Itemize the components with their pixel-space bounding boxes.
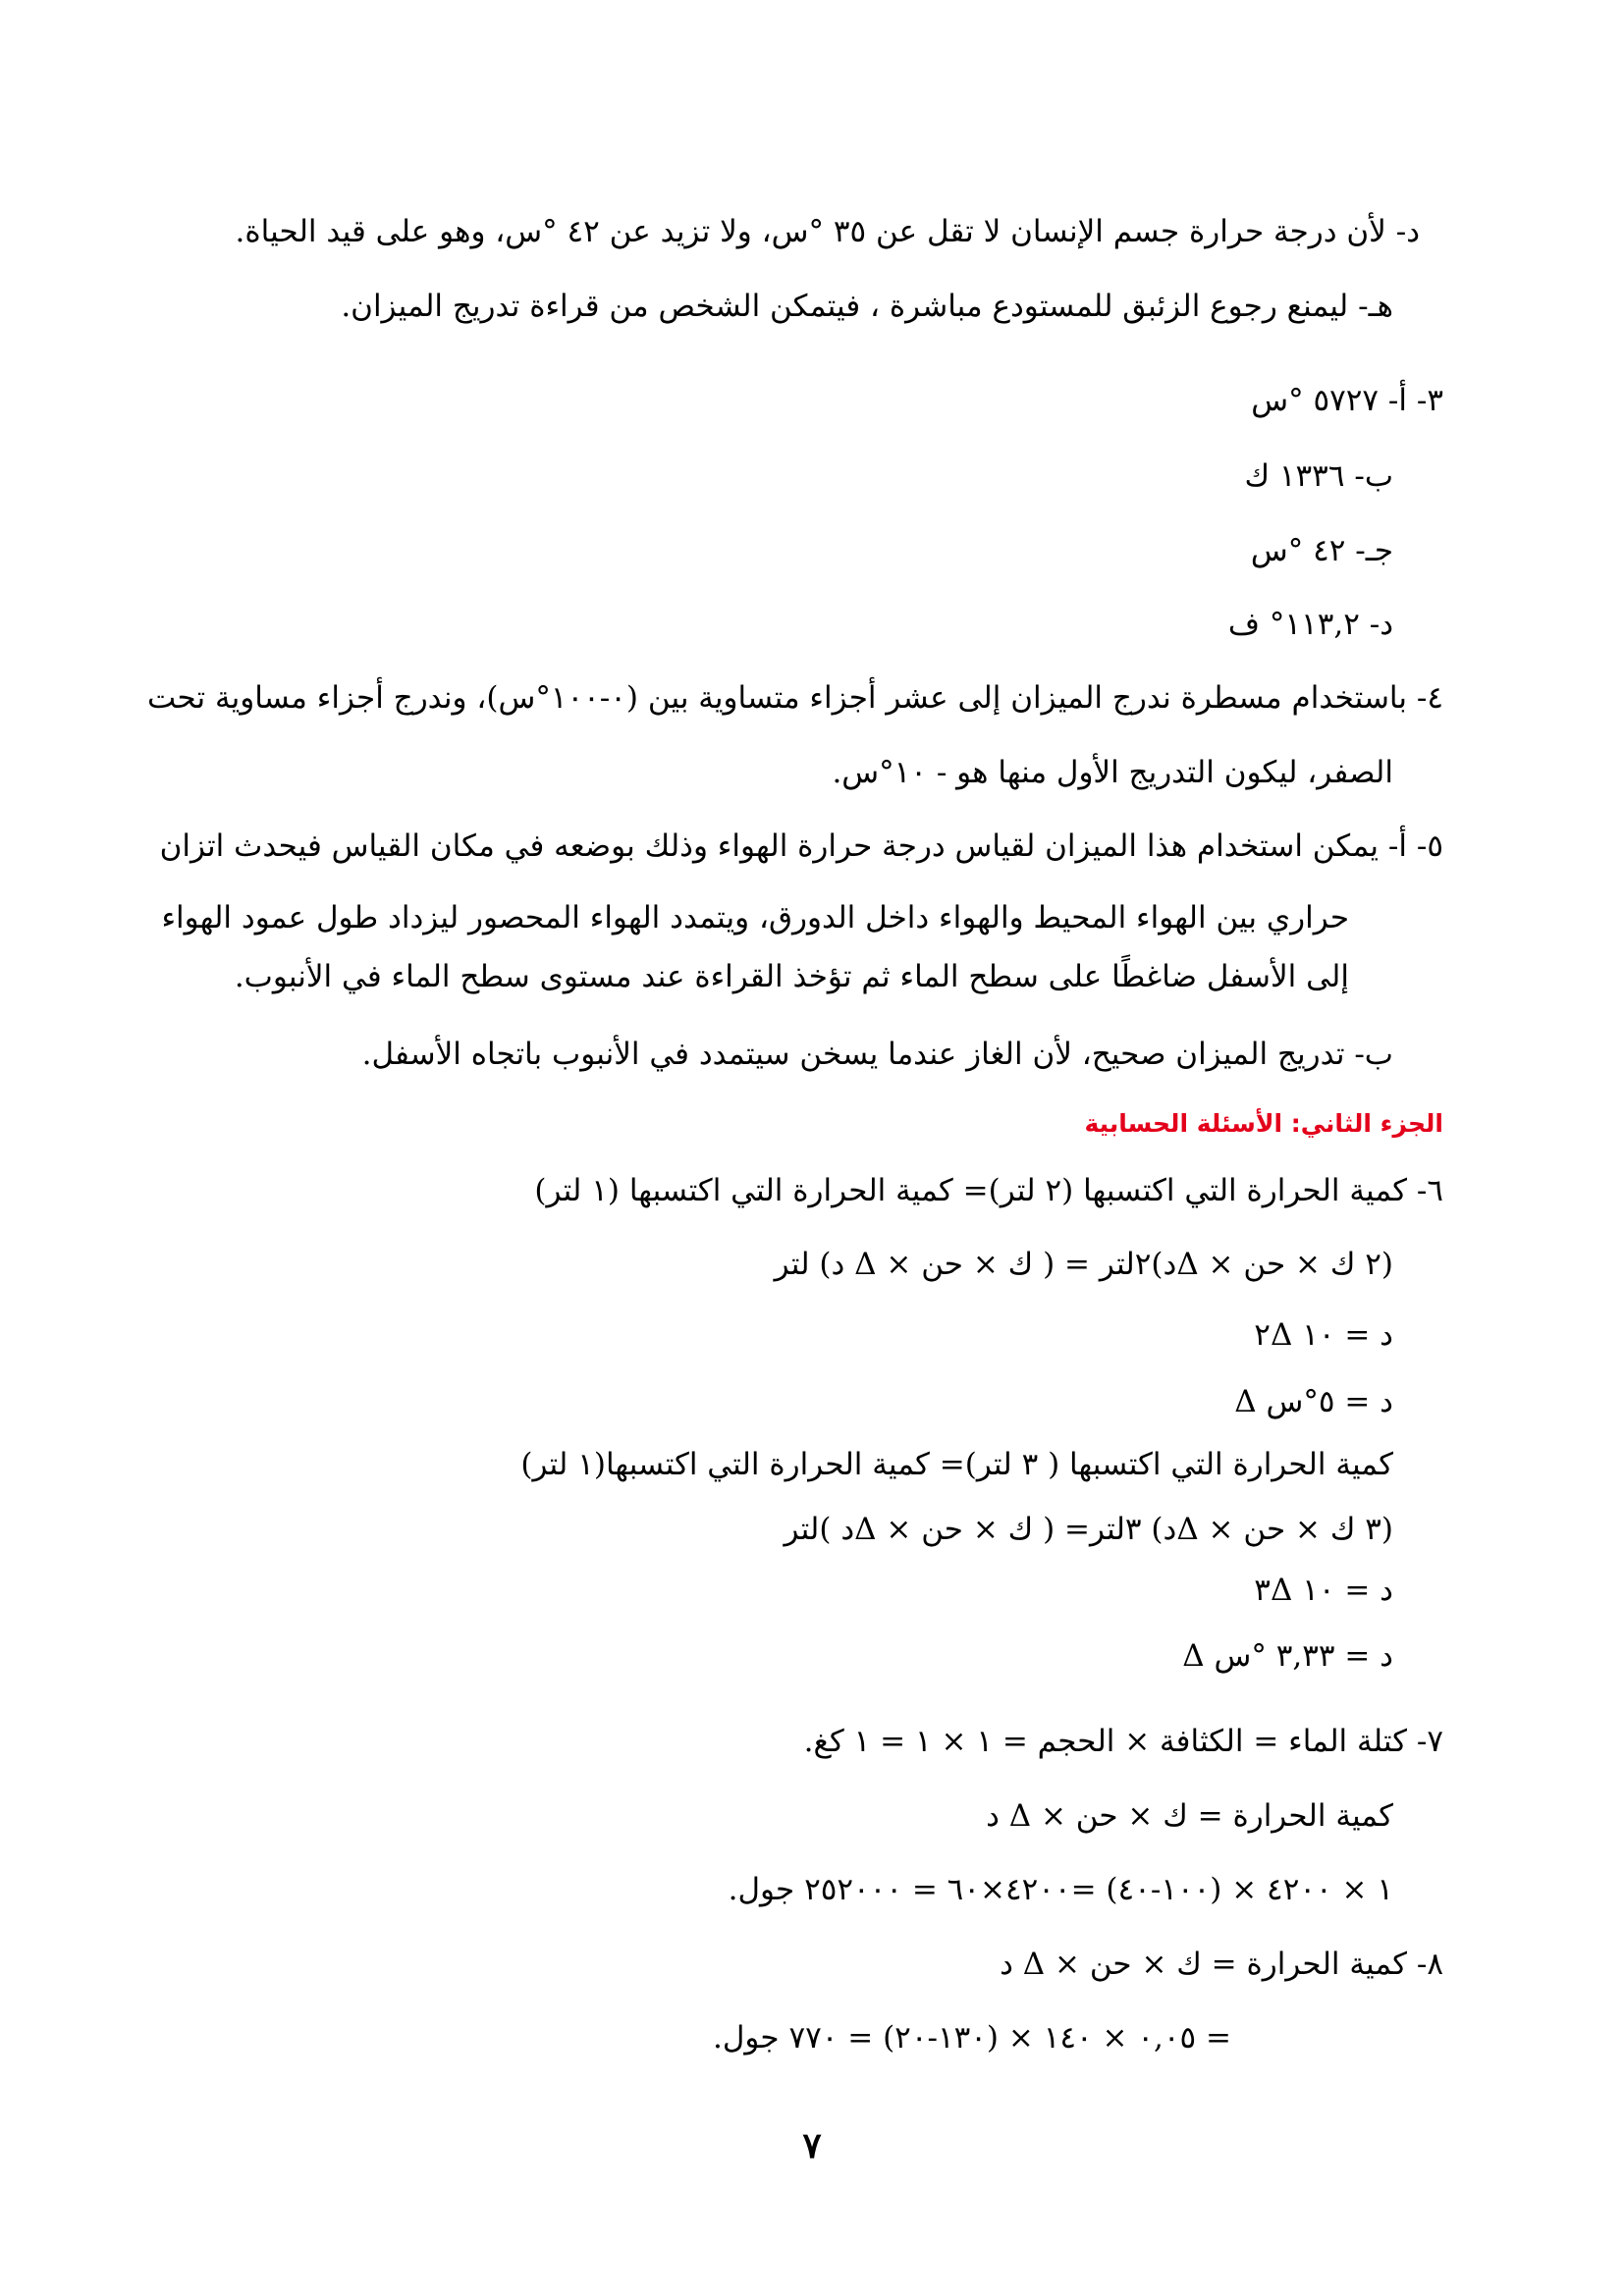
answer-5a-line-2: حراري بين الهواء المحيط والهواء داخل الدورق، ويتمدد الهواء المحصور ليزداد طول عمود الهواء (161, 900, 1349, 935)
answer-7-formula: كمية الحرارة = ك × حن × Δ د (986, 1798, 1393, 1834)
answer-3b: ب- ١٣٣٦ ك (1244, 458, 1393, 494)
answer-line-h-mercury: هـ- ليمنع رجوع الزئبق للمستودع مباشرة ، فيتمكن الشخص من قراءة تدريج الميزان. (341, 289, 1393, 324)
answer-7-result: ١ × ٤٢٠٠ × (١٠٠-٤٠) =٤٢٠٠×٦٠ = ٢٥٢٠٠٠ جول. (728, 1872, 1393, 1907)
answer-3d: د- ١١٣,٢° ف (1227, 607, 1393, 642)
answer-5b: ب- تدريج الميزان صحيح، لأن الغاز عندما يسخن سيتمدد في الأنبوب باتجاه الأسفل. (361, 1037, 1393, 1072)
page-number: ٧ (802, 2125, 822, 2166)
answer-line-d-body-temperature: د- لأن درجة حرارة جسم الإنسان لا تقل عن ٣٥ °س، ولا تزيد عن ٤٢ °س، وهو على قيد الحياة. (235, 214, 1420, 249)
section-heading: الجزء الثاني: الأسئلة الحسابية (1084, 1109, 1443, 1138)
answer-6-second: كمية الحرارة التي اكتسبها ( ٣ لتر)= كمية الحرارة التي اكتسبها(١ لتر) (520, 1447, 1393, 1482)
answer-5a-line-1: ٥- أ- يمكن استخدام هذا الميزان لقياس درجة حرارة الهواء وذلك بوضعه في مكان القياس فيحدث اتزان (159, 828, 1443, 864)
equation-6-5: ٣Δ د = ١٠ (1254, 1573, 1393, 1608)
answer-4-line-1: ٤- باستخدام مسطرة ندرج الميزان إلى عشر أجزاء متساوية بين (٠-١٠٠°س)، وندرج أجزاء مساوية تحت (147, 680, 1443, 716)
answer-4-line-2: الصفر، ليكون التدريج الأول منها هو - ١٠°س. (832, 755, 1393, 790)
answer-8-result: = ٠,٠٥ × ١٤٠ × (١٣٠-٢٠) = ٧٧٠ جول. (713, 2020, 1231, 2056)
answer-3c: جـ- ٤٢ °س (1250, 533, 1393, 568)
equation-6-3: Δ د = ٥°س (1234, 1384, 1393, 1419)
answer-8-formula: ٨- كمية الحرارة = ك × حن × Δ د (1000, 1947, 1443, 1982)
equation-6-2: ٢Δ د = ١٠ (1254, 1317, 1393, 1353)
equation-6-6: Δ د = ٣,٣٣ °س (1182, 1638, 1393, 1674)
answer-5a-line-3: إلى الأسفل ضاغطًا على سطح الماء ثم تؤخذ القراءة عند مستوى سطح الماء في الأنبوب. (234, 959, 1349, 994)
answer-7-mass: ٧- كتلة الماء = الكثافة × الحجم = ١ × ١ = ١ كغ. (803, 1724, 1443, 1759)
equation-6-1: (٢ ك × حن × Δد)٢لتر = ( ك × حن × Δ د) لتر (774, 1247, 1393, 1282)
answer-3a: ٣- أ- ٥٧٢٧ °س (1251, 383, 1443, 418)
equation-6-4: (٣ ك × حن × Δد) ٣لتر= ( ك × حن × Δد )لتر (784, 1512, 1393, 1547)
answer-6-intro: ٦- كمية الحرارة التي اكتسبها (٢ لتر)= كمية الحرارة التي اكتسبها (١ لتر) (534, 1173, 1443, 1208)
